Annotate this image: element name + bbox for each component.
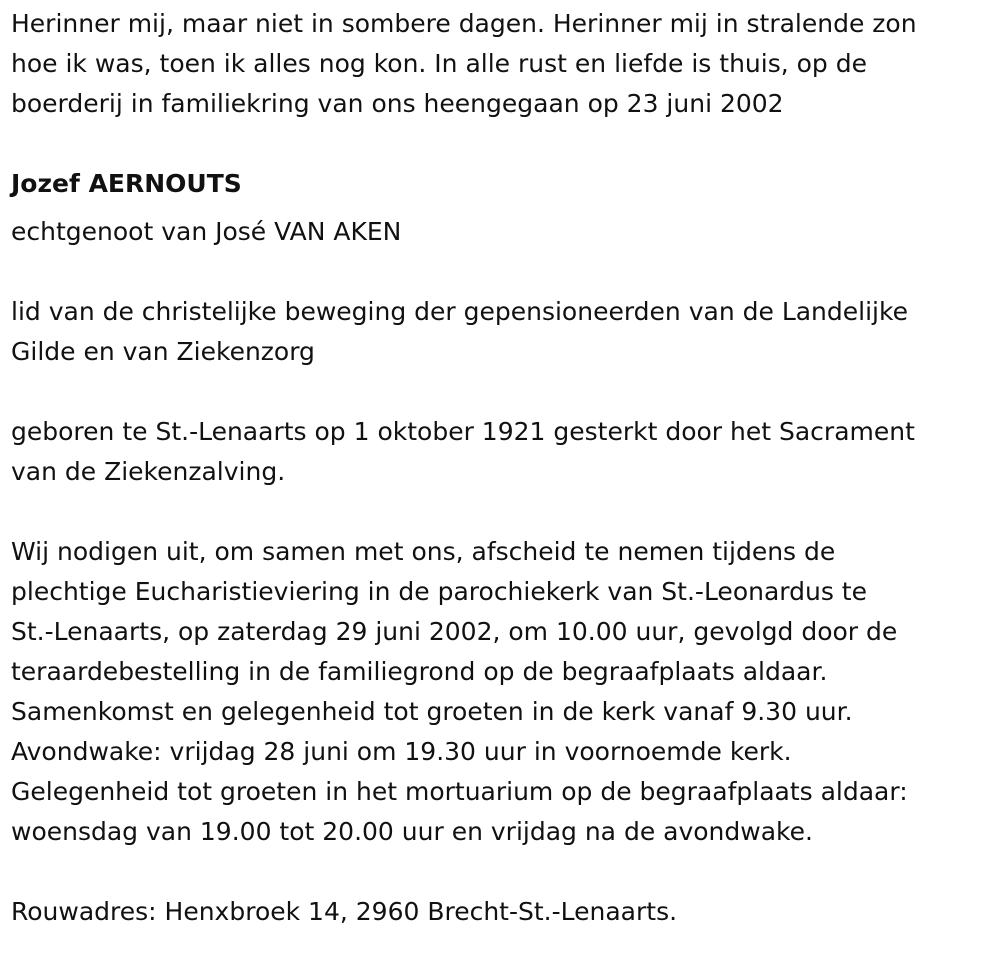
deceased-name: Jozef AERNOUTS [11, 169, 242, 198]
intro-line: Herinner mij, maar niet in sombere dagen. Herinner mij in stralende zon [11, 9, 917, 38]
invitation-line: Gelegenheid tot groeten in het mortuarium op de begraafplaats aldaar: [11, 777, 908, 806]
invitation-line: St.-Lenaarts, op zaterdag 29 juni 2002, om 10.00 uur, gevolgd door de [11, 617, 898, 646]
intro-line: hoe ik was, toen ik alles nog kon. In alle rust en liefde is thuis, op de [11, 49, 867, 78]
invitation-line: Avondwake: vrijdag 28 juni om 19.30 uur in voornoemde kerk. [11, 737, 792, 766]
birth-line: van de Ziekenzalving. [11, 457, 286, 486]
obituary-notice [11, 4, 996, 972]
birth-line: geboren te St.-Lenaarts op 1 oktober 1921 gesterkt door het Sacrament [11, 417, 915, 446]
membership-line: lid van de christelijke beweging der gepensioneerden van de Landelijke [11, 297, 908, 326]
invitation-line: Samenkomst en gelegenheid tot groeten in de kerk vanaf 9.30 uur. [11, 697, 853, 726]
invitation-line: teraardebestelling in de familiegrond op de begraafplaats aldaar. [11, 657, 828, 686]
invitation-line: woensdag van 19.00 tot 20.00 uur en vrijdag na de avondwake. [11, 817, 813, 846]
address-line: Rouwadres: Henxbroek 14, 2960 Brecht-St.-Lenaarts. [11, 897, 678, 926]
invitation-line: plechtige Eucharistieviering in de parochiekerk van St.-Leonardus te [11, 577, 867, 606]
membership-paragraph [11, 292, 996, 372]
invitation-paragraph [11, 532, 996, 852]
invitation-line: Wij nodigen uit, om samen met ons, afscheid te nemen tijdens de [11, 537, 836, 566]
membership-line: Gilde en van Ziekenzorg [11, 337, 315, 366]
birth-paragraph [11, 412, 996, 492]
intro-paragraph [11, 4, 996, 124]
spouse-line: echtgenoot van José VAN AKEN [11, 217, 402, 246]
intro-line: boerderij in familiekring van ons heengegaan op 23 juni 2002 [11, 89, 784, 118]
